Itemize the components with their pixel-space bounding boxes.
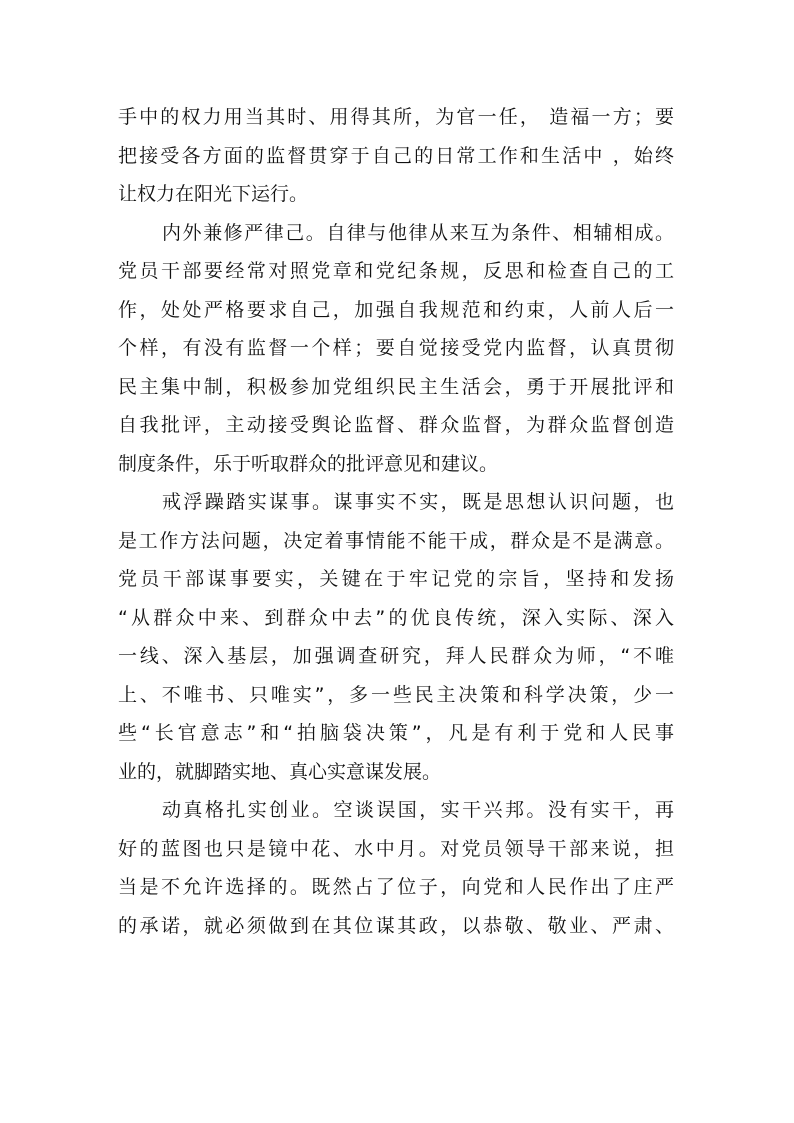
text-line: 一线、深入基层，加强调查研究，拜人民群众为师，“不唯 bbox=[118, 645, 674, 667]
text-line: 业的，就脚踏实地、真心实意谋发展。 bbox=[118, 760, 442, 783]
paragraph-start-line: 动真格扎实创业。空谈误国，实干兴邦。没有实干，再 bbox=[162, 799, 674, 821]
body-text bbox=[118, 98, 674, 945]
text-line: 党员干部要经常对照党章和党纪条规，反思和检查自己的工 bbox=[118, 260, 674, 282]
text-line: 作，处处严格要求自己，加强自我规范和约束，人前人后一 bbox=[118, 298, 674, 321]
text-line: 制度条件，乐于听取群众的批评意见和建议。 bbox=[118, 452, 499, 475]
paragraph-start-line: 内外兼修严律己。自律与他律从来互为条件、相辅相成。 bbox=[162, 221, 674, 244]
text-line: 的承诺，就必须做到在其位谋其政，以恭敬、敬业、严肃、 bbox=[118, 914, 674, 937]
text-line: 让权力在阳光下运行。 bbox=[118, 183, 309, 205]
text-line: 个样，有没有监督一个样；要自觉接受党内监督，认真贯彻 bbox=[118, 337, 674, 359]
text-line: 是工作方法问题，决定着事情能不能干成，群众是不是满意。 bbox=[118, 529, 674, 552]
text-line: 些“长官意志”和“拍脑袋决策”，凡是有利于党和人民事 bbox=[118, 722, 674, 744]
text-line: 好的蓝图也只是镜中花、水中月。对党员领导干部来说，担 bbox=[118, 837, 674, 860]
text-line: 当是不允许选择的。既然占了位子，向党和人民作出了庄严 bbox=[118, 876, 674, 898]
text-line: 民主集中制，积极参加党组织民主生活会，勇于开展批评和 bbox=[118, 375, 674, 398]
text-line: 党员干部谋事要实，关键在于牢记党的宗旨，坚持和发扬 bbox=[118, 568, 674, 590]
text-line: 手中的权力用当其时、用得其所，为官一任， 造福一方；要 bbox=[118, 106, 674, 128]
text-line: 上、不唯书、只唯实”，多一些民主决策和科学决策，少一 bbox=[118, 683, 674, 706]
paragraph-start-line: 戒浮躁踏实谋事。谋事实不实，既是思想认识问题，也 bbox=[162, 491, 674, 513]
text-line: “从群众中来、到群众中去”的优良传统，深入实际、深入 bbox=[118, 606, 674, 629]
text-line: 把接受各方面的监督贯穿于自己的日常工作和生活中 ，始终 bbox=[118, 144, 674, 167]
text-line: 自我批评，主动接受舆论监督、群众监督，为群众监督创造 bbox=[118, 414, 674, 436]
